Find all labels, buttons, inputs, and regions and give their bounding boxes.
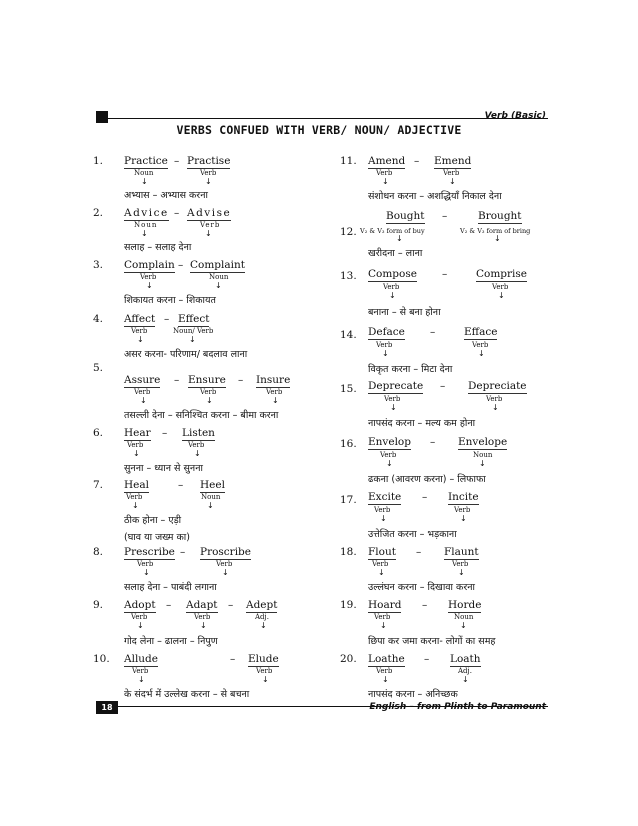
word-insure: Insure bbox=[256, 374, 291, 386]
hindi-meaning: तसल्ली देना – सनिश्चित करना – बीमा करना bbox=[124, 410, 279, 421]
pos-label: Verb bbox=[131, 613, 148, 621]
down-arrow-icon: ↓ bbox=[205, 229, 212, 238]
item-number: 3. bbox=[93, 259, 104, 271]
down-arrow-icon: ↓ bbox=[478, 349, 485, 358]
down-arrow-icon: ↓ bbox=[386, 459, 393, 468]
hindi-meaning: संशोधन करना – अशद्धियाँ निकाल देना bbox=[368, 191, 502, 202]
dash: – bbox=[430, 436, 436, 448]
down-arrow-icon: ↓ bbox=[141, 229, 148, 238]
down-arrow-icon: ↓ bbox=[146, 281, 153, 290]
dash: – bbox=[174, 207, 180, 219]
item-number: 5. bbox=[93, 362, 104, 374]
down-arrow-icon: ↓ bbox=[138, 675, 145, 684]
pos-label: Verb bbox=[452, 560, 469, 568]
word-heal: Heal bbox=[124, 479, 149, 491]
pos-label: Verb bbox=[200, 388, 217, 396]
down-arrow-icon: ↓ bbox=[479, 459, 486, 468]
dash: – bbox=[440, 380, 446, 392]
pos-label: Verb bbox=[256, 667, 273, 675]
down-arrow-icon: ↓ bbox=[378, 568, 385, 577]
dash: – bbox=[166, 599, 172, 611]
item-number: 7. bbox=[93, 479, 104, 491]
pos-label: V₂ & V₃ form of buy bbox=[360, 227, 425, 235]
word-listen: Listen bbox=[182, 427, 215, 439]
item-number: 4. bbox=[93, 313, 104, 325]
down-arrow-icon: ↓ bbox=[460, 621, 467, 630]
pos-label: Adj. bbox=[255, 613, 269, 621]
dash: – bbox=[430, 326, 436, 338]
item-number: 16. bbox=[340, 438, 357, 450]
pos-label: Noun bbox=[454, 613, 474, 621]
word-prescribe: Prescribe bbox=[124, 546, 175, 558]
word-complaint: Complaint bbox=[190, 259, 245, 271]
word-amend: Amend bbox=[368, 155, 406, 167]
item-number: 2. bbox=[93, 207, 104, 219]
down-arrow-icon: ↓ bbox=[380, 514, 387, 523]
dash: – bbox=[416, 546, 422, 558]
word-proscribe: Proscribe bbox=[200, 546, 251, 558]
pos-label: Verb bbox=[132, 667, 149, 675]
down-arrow-icon: ↓ bbox=[382, 675, 389, 684]
word-loathe: Loathe bbox=[368, 653, 405, 665]
word-elude: Elude bbox=[248, 653, 279, 665]
hindi-meaning: उत्तेजित करना – भड़काना bbox=[368, 529, 457, 540]
pos-label: Noun bbox=[134, 169, 154, 177]
pos-label: Verb bbox=[137, 560, 154, 568]
down-arrow-icon: ↓ bbox=[132, 501, 139, 510]
dash: – bbox=[178, 479, 184, 491]
dash: – bbox=[174, 155, 180, 167]
dash: – bbox=[162, 427, 168, 439]
hindi-meaning: विकृत करना – मिटा देना bbox=[368, 364, 453, 375]
pos-label: Verb bbox=[376, 341, 393, 349]
dash: – bbox=[230, 653, 236, 665]
hindi-meaning: नापसंद करना – अनिच्छक bbox=[368, 689, 458, 700]
book-title: English – from Plinth to Paramount bbox=[369, 702, 546, 712]
hindi-meaning: ढकना (आवरण करना) – लिफाफा bbox=[368, 474, 486, 485]
word-allude: Allude bbox=[124, 653, 158, 665]
hindi-note: (घाव या जख्म का) bbox=[124, 532, 190, 543]
pos-label: Verb bbox=[454, 506, 471, 514]
down-arrow-icon: ↓ bbox=[222, 568, 229, 577]
pos-label: Verb bbox=[131, 327, 148, 335]
pos-label: Verb bbox=[492, 283, 509, 291]
dash: – bbox=[228, 599, 234, 611]
down-arrow-icon: ↓ bbox=[133, 449, 140, 458]
pos-label: Verb bbox=[216, 560, 233, 568]
pos-label: Adj. bbox=[458, 667, 472, 675]
word-comprise: Comprise bbox=[476, 268, 528, 280]
pos-label: Noun bbox=[473, 451, 493, 459]
word-adopt: Adopt bbox=[124, 599, 156, 611]
page-title: VERBS CONFUED WITH VERB/ NOUN/ ADJECTIVE bbox=[176, 123, 462, 137]
dash: – bbox=[422, 599, 428, 611]
word-flout: Flout bbox=[368, 546, 396, 558]
dash: – bbox=[180, 546, 186, 558]
pos-label: Verb bbox=[140, 273, 157, 281]
item-number: 12. bbox=[340, 226, 357, 238]
down-arrow-icon: ↓ bbox=[262, 675, 269, 684]
pos-label: Verb bbox=[266, 388, 283, 396]
word-loath: Loath bbox=[450, 653, 481, 665]
down-arrow-icon: ↓ bbox=[382, 349, 389, 358]
dash: – bbox=[422, 491, 428, 503]
down-arrow-icon: ↓ bbox=[494, 234, 501, 243]
dash: – bbox=[164, 313, 170, 325]
hindi-meaning: खरीदना – लाना bbox=[368, 248, 423, 259]
hindi-meaning: गोद लेना – ढालना – निपुण bbox=[124, 636, 218, 647]
section-label: Verb (Basic) bbox=[484, 111, 546, 121]
dash: – bbox=[414, 155, 420, 167]
word-depreciate: Depreciate bbox=[468, 380, 527, 392]
word-brought: Brought bbox=[478, 210, 522, 222]
down-arrow-icon: ↓ bbox=[137, 621, 144, 630]
pos-label: Noun/ Verb bbox=[173, 327, 214, 335]
word-flaunt: Flaunt bbox=[444, 546, 479, 558]
down-arrow-icon: ↓ bbox=[460, 514, 467, 523]
word-complain: Complain bbox=[124, 259, 175, 271]
item-number: 11. bbox=[340, 155, 357, 167]
hindi-meaning: सुनना – ध्यान से सुनना bbox=[124, 463, 203, 474]
item-number: 13. bbox=[340, 270, 357, 282]
word-effect: Effect bbox=[178, 313, 210, 325]
dash: – bbox=[442, 268, 448, 280]
pos-label: Verb bbox=[376, 667, 393, 675]
pos-label: Verb bbox=[127, 441, 144, 449]
dash: – bbox=[174, 374, 180, 386]
down-arrow-icon: ↓ bbox=[462, 675, 469, 684]
word-hear: Hear bbox=[124, 427, 151, 439]
word-assure: Assure bbox=[124, 374, 161, 386]
word-efface: Efface bbox=[464, 326, 498, 338]
word-hoard: Hoard bbox=[368, 599, 402, 611]
pos-label: Noun bbox=[134, 221, 158, 229]
down-arrow-icon: ↓ bbox=[189, 335, 196, 344]
hindi-meaning: शिकायत करना – शिकायत bbox=[124, 295, 216, 306]
item-number: 10. bbox=[93, 653, 110, 665]
page-number: 18 bbox=[96, 701, 118, 714]
down-arrow-icon: ↓ bbox=[215, 281, 222, 290]
hindi-meaning: छिपा कर जमा करना- लोगों का समह bbox=[368, 636, 496, 647]
down-arrow-icon: ↓ bbox=[143, 568, 150, 577]
word-deface: Deface bbox=[368, 326, 405, 338]
pos-label: Verb bbox=[486, 395, 503, 403]
pos-label: Verb bbox=[383, 283, 400, 291]
down-arrow-icon: ↓ bbox=[449, 177, 456, 186]
word-advice: Advice bbox=[124, 207, 169, 219]
word-heel: Heel bbox=[200, 479, 225, 491]
item-number: 20. bbox=[340, 653, 357, 665]
word-envelop: Envelop bbox=[368, 436, 411, 448]
pos-label: Verb bbox=[188, 441, 205, 449]
hindi-meaning: असर करना- परिणाम/ बदलाव लाना bbox=[124, 349, 248, 360]
down-arrow-icon: ↓ bbox=[141, 177, 148, 186]
pos-label: Verb bbox=[443, 169, 460, 177]
down-arrow-icon: ↓ bbox=[205, 177, 212, 186]
item-number: 1. bbox=[93, 155, 104, 167]
dash: – bbox=[442, 210, 448, 222]
pos-label: Noun bbox=[201, 493, 221, 501]
hindi-meaning: सलाह देना – पाबंदी लगाना bbox=[124, 582, 217, 593]
down-arrow-icon: ↓ bbox=[206, 396, 213, 405]
item-number: 14. bbox=[340, 329, 357, 341]
down-arrow-icon: ↓ bbox=[390, 403, 397, 412]
hindi-meaning: नापसंद करना – मल्य कम होना bbox=[368, 418, 476, 429]
down-arrow-icon: ↓ bbox=[207, 501, 214, 510]
word-practice: Practice bbox=[124, 155, 168, 167]
pos-label: Verb bbox=[384, 395, 401, 403]
down-arrow-icon: ↓ bbox=[200, 621, 207, 630]
pos-label: Verb bbox=[126, 493, 143, 501]
hindi-meaning: सलाह – सलाह देना bbox=[124, 242, 192, 253]
pos-label: Verb bbox=[374, 613, 391, 621]
hindi-meaning: ठीक होना – एड़ी bbox=[124, 515, 182, 526]
item-number: 15. bbox=[340, 383, 357, 395]
down-arrow-icon: ↓ bbox=[396, 234, 403, 243]
pos-label: Verb bbox=[134, 388, 151, 396]
down-arrow-icon: ↓ bbox=[458, 568, 465, 577]
pos-label: Verb bbox=[200, 221, 221, 229]
word-envelope: Envelope bbox=[458, 436, 508, 448]
word-deprecate: Deprecate bbox=[368, 380, 424, 392]
down-arrow-icon: ↓ bbox=[137, 335, 144, 344]
dash: – bbox=[178, 259, 184, 271]
word-practise: Practise bbox=[187, 155, 231, 167]
word-incite: Incite bbox=[448, 491, 479, 503]
pos-label: Verb bbox=[376, 169, 393, 177]
hindi-meaning: अभ्यास – अभ्यास करना bbox=[124, 190, 208, 201]
word-bought: Bought bbox=[386, 210, 425, 222]
pos-label: Verb bbox=[372, 560, 389, 568]
hindi-meaning: बनाना – से बना होना bbox=[368, 307, 441, 318]
word-advise: Advise bbox=[187, 207, 232, 219]
down-arrow-icon: ↓ bbox=[492, 403, 499, 412]
word-ensure: Ensure bbox=[188, 374, 226, 386]
item-number: 6. bbox=[93, 427, 104, 439]
pos-label: V₂ & V₃ form of bring bbox=[460, 227, 531, 235]
word-excite: Excite bbox=[368, 491, 402, 503]
item-number: 8. bbox=[93, 546, 104, 558]
pos-label: Verb bbox=[374, 506, 391, 514]
hindi-meaning: के संदर्भ में उल्लेख करना – से बचना bbox=[124, 689, 250, 700]
item-number: 18. bbox=[340, 546, 357, 558]
item-number: 9. bbox=[93, 599, 104, 611]
down-arrow-icon: ↓ bbox=[272, 396, 279, 405]
hindi-meaning: उल्लंघन करना – दिखावा करना bbox=[368, 582, 475, 593]
down-arrow-icon: ↓ bbox=[498, 291, 505, 300]
pos-label: Verb bbox=[194, 613, 211, 621]
down-arrow-icon: ↓ bbox=[260, 621, 267, 630]
item-number: 17. bbox=[340, 494, 357, 506]
word-adapt: Adapt bbox=[186, 599, 218, 611]
header-marker-square bbox=[96, 111, 108, 123]
down-arrow-icon: ↓ bbox=[389, 291, 396, 300]
down-arrow-icon: ↓ bbox=[140, 396, 147, 405]
word-affect: Affect bbox=[124, 313, 156, 325]
pos-label: Verb bbox=[200, 169, 217, 177]
dash: – bbox=[424, 653, 430, 665]
word-horde: Horde bbox=[448, 599, 482, 611]
pos-label: Noun bbox=[209, 273, 229, 281]
pos-label: Verb bbox=[380, 451, 397, 459]
word-emend: Emend bbox=[434, 155, 472, 167]
down-arrow-icon: ↓ bbox=[382, 177, 389, 186]
pos-label: Verb bbox=[472, 341, 489, 349]
down-arrow-icon: ↓ bbox=[380, 621, 387, 630]
item-number: 19. bbox=[340, 599, 357, 611]
down-arrow-icon: ↓ bbox=[194, 449, 201, 458]
dash: – bbox=[238, 374, 244, 386]
word-adept: Adept bbox=[246, 599, 278, 611]
header-rule bbox=[108, 118, 548, 119]
word-compose: Compose bbox=[368, 268, 417, 280]
